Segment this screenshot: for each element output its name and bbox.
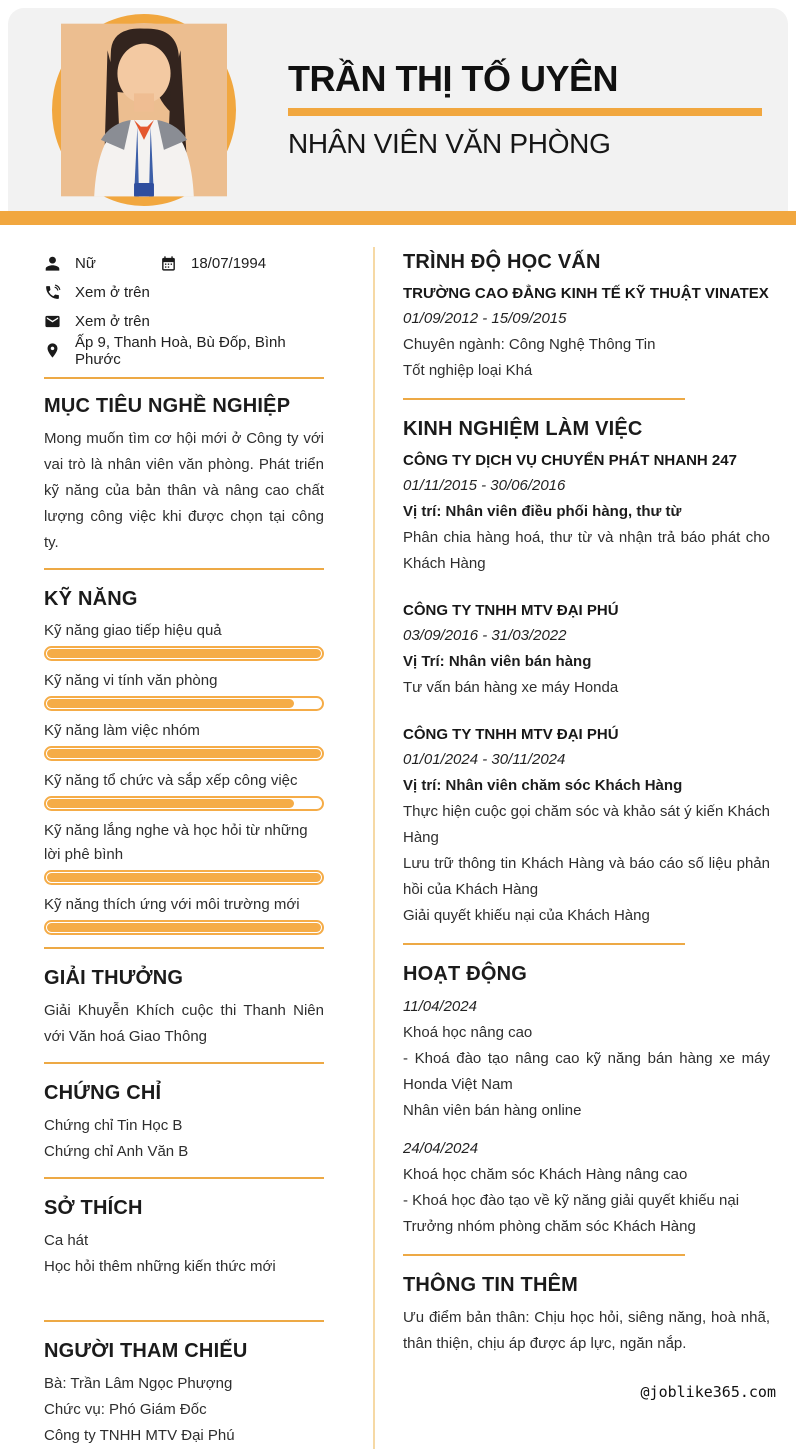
phone-field bbox=[44, 284, 150, 301]
skill-label: Kỹ năng vi tính văn phòng bbox=[44, 672, 218, 689]
avatar bbox=[61, 23, 227, 197]
job-position: Vị trí: Nhân viên điều phối hàng, thư từ bbox=[403, 503, 682, 520]
hobby-item: Học hỏi thêm những kiến thức mới bbox=[44, 1258, 276, 1275]
hobby-item: Ca hát bbox=[44, 1232, 89, 1249]
activities-list bbox=[403, 994, 770, 1240]
skill-bar-fill bbox=[47, 699, 294, 708]
person-name: TRẦN THỊ TỐ UYÊN bbox=[288, 57, 618, 99]
skill-bar-fill bbox=[47, 923, 321, 932]
experience-heading: KINH NGHIỆM LÀM VIỆC bbox=[403, 418, 643, 440]
contact-row bbox=[44, 333, 324, 368]
hobbies-heading: SỞ THÍCH bbox=[44, 1197, 143, 1219]
skill-bar-fill bbox=[47, 749, 321, 758]
section-divider bbox=[44, 947, 324, 949]
header-text bbox=[288, 59, 788, 161]
skill-label: Kỹ năng lắng nghe và học hỏi từ những lời phê bình bbox=[44, 822, 308, 863]
education-line: Tốt nghiệp loại Khá bbox=[403, 362, 533, 379]
activity-item bbox=[403, 994, 770, 1124]
header bbox=[8, 8, 788, 211]
email-icon bbox=[44, 313, 61, 330]
email-value: Xem ở trên bbox=[75, 313, 150, 330]
section-divider bbox=[44, 1062, 324, 1064]
skills-list bbox=[44, 619, 324, 935]
skill-label: Kỹ năng tổ chức và sắp xếp công việc bbox=[44, 772, 298, 789]
certificate-item: Chứng chỉ Tin Học B bbox=[44, 1117, 183, 1134]
references-heading: NGƯỜI THAM CHIẾU bbox=[44, 1340, 248, 1362]
activity-lines bbox=[403, 1020, 770, 1124]
job-company: CÔNG TY TNHH MTV ĐẠI PHÚ bbox=[403, 602, 619, 619]
job-position: Vị trí: Nhân viên chăm sóc Khách Hàng bbox=[403, 777, 683, 794]
job-details bbox=[403, 799, 770, 929]
email-field bbox=[44, 313, 150, 330]
phone-value: Xem ở trên bbox=[75, 284, 150, 301]
person-job-title: NHÂN VIÊN VĂN PHÒNG bbox=[288, 128, 611, 160]
skill-item bbox=[44, 719, 324, 761]
skill-label: Kỹ năng thích ứng với môi trường mới bbox=[44, 896, 300, 913]
skill-item bbox=[44, 669, 324, 711]
activity-item bbox=[403, 1136, 770, 1240]
address-field bbox=[44, 334, 324, 368]
activity-line: - Khoá đào tạo nâng cao kỹ năng bán hàng xe máy Honda Việt Nam bbox=[403, 1050, 770, 1093]
activities-heading: HOẠT ĐỘNG bbox=[403, 963, 528, 985]
section-divider bbox=[44, 377, 324, 379]
name-underline bbox=[288, 108, 762, 116]
skill-item bbox=[44, 769, 324, 811]
skill-bar-fill bbox=[47, 873, 321, 882]
awards-heading: GIẢI THƯỞNG bbox=[44, 967, 184, 989]
education-line: Chuyên ngành: Công Nghệ Thông Tin bbox=[403, 336, 656, 353]
activity-line: Nhân viên bán hàng online bbox=[403, 1102, 582, 1119]
education-school: TRƯỜNG CAO ĐẲNG KINH TẾ KỸ THUẬT VINATEX bbox=[403, 285, 769, 302]
section-divider bbox=[44, 568, 324, 570]
education-heading: TRÌNH ĐỘ HỌC VẤN bbox=[403, 251, 601, 273]
job-detail: Lưu trữ thông tin Khách Hàng và báo cáo số liệu phản hồi của Khách Hàng bbox=[403, 855, 770, 898]
award-text: Giải Khuyễn Khích cuộc thi Thanh Niên với Văn hoá Giao Thông bbox=[44, 1002, 324, 1045]
job-details bbox=[403, 525, 770, 577]
job-detail: Thực hiện cuộc gọi chăm sóc và khảo sát ý kiến Khách Hàng bbox=[403, 803, 770, 846]
job-detail: Phân chia hàng hoá, thư từ và nhận trả báo phát cho Khách Hàng bbox=[403, 529, 770, 572]
job-details bbox=[403, 675, 770, 701]
job-company: CÔNG TY TNHH MTV ĐẠI PHÚ bbox=[403, 726, 619, 743]
skill-bar-track bbox=[44, 870, 324, 885]
job-item bbox=[403, 723, 770, 929]
person-icon bbox=[44, 255, 61, 272]
address-value: Ấp 9, Thanh Hoà, Bù Đốp, Bình Phước bbox=[75, 333, 286, 368]
skills-heading: KỸ NĂNG bbox=[44, 588, 138, 610]
contact-row bbox=[44, 249, 324, 278]
references-list bbox=[44, 1371, 324, 1449]
objective-heading: MỤC TIÊU NGHỀ NGHIỆP bbox=[44, 395, 291, 417]
spacer bbox=[44, 1280, 324, 1308]
job-item bbox=[403, 449, 770, 577]
content bbox=[0, 225, 796, 1449]
column-divider bbox=[373, 247, 375, 1449]
certificates-heading: CHỨNG CHỈ bbox=[44, 1082, 162, 1104]
activity-line: - Khoá học đào tạo về kỹ năng giải quyết khiếu nại bbox=[403, 1192, 740, 1209]
activity-period: 24/04/2024 bbox=[403, 1140, 479, 1157]
skill-bar-track bbox=[44, 696, 324, 711]
contact-row bbox=[44, 278, 324, 307]
section-divider bbox=[403, 1254, 685, 1256]
activity-line: Khoá học nâng cao bbox=[403, 1024, 533, 1041]
activity-line: Trưởng nhóm phòng chăm sóc Khách Hàng bbox=[403, 1218, 696, 1235]
certificate-item: Chứng chỉ Anh Văn B bbox=[44, 1143, 189, 1160]
section-divider bbox=[44, 1320, 324, 1322]
cv-page bbox=[0, 8, 796, 1444]
gender-value: Nữ bbox=[75, 255, 96, 272]
job-period: 01/11/2015 - 30/06/2016 bbox=[403, 477, 566, 494]
jobs-list bbox=[403, 449, 770, 929]
section-divider bbox=[44, 1177, 324, 1179]
job-detail: Tư vấn bán hàng xe máy Honda bbox=[403, 679, 619, 696]
hobbies-list bbox=[44, 1228, 324, 1280]
skill-bar-track bbox=[44, 796, 324, 811]
skill-bar-track bbox=[44, 920, 324, 935]
birthday-field bbox=[160, 255, 266, 272]
calendar-icon bbox=[160, 255, 177, 272]
job-company: CÔNG TY DỊCH VỤ CHUYỂN PHÁT NHANH 247 bbox=[403, 452, 737, 469]
activity-period: 11/04/2024 bbox=[403, 998, 477, 1015]
watermark: @joblike365.com bbox=[640, 1383, 776, 1401]
skill-item bbox=[44, 893, 324, 935]
reference-line: Công ty TNHH MTV Đại Phú bbox=[44, 1427, 235, 1444]
gender-field bbox=[44, 255, 160, 272]
education-period: 01/09/2012 - 15/09/2015 bbox=[403, 310, 567, 327]
profile-photo bbox=[52, 14, 236, 206]
section-divider bbox=[403, 398, 685, 400]
skill-label: Kỹ năng giao tiếp hiệu quả bbox=[44, 622, 222, 639]
contact-block bbox=[44, 249, 324, 368]
more-info-text: Ưu điểm bản thân: Chịu học hỏi, siêng năng, hoà nhã, thân thiện, chịu áp được áp lực, ngăn nắp. bbox=[403, 1309, 770, 1352]
skill-bar-track bbox=[44, 746, 324, 761]
section-divider bbox=[403, 943, 685, 945]
header-accent-bar bbox=[0, 211, 796, 225]
phone-icon bbox=[44, 284, 61, 301]
skill-bar-track bbox=[44, 646, 324, 661]
reference-line: Chức vụ: Phó Giám Đốc bbox=[44, 1401, 207, 1418]
birthday-value: 18/07/1994 bbox=[191, 255, 267, 272]
objective-text: Mong muốn tìm cơ hội mới ở Công ty với vai trò là nhân viên văn phòng. Phát triển kỹ năng của bản thân và nâng cao chất lượng công việc khi được chọn tại công ty. bbox=[44, 430, 324, 551]
activity-line: Khoá học chăm sóc Khách Hàng nâng cao bbox=[403, 1166, 688, 1183]
right-column bbox=[403, 247, 770, 1449]
left-column bbox=[44, 247, 324, 1449]
skill-bar-fill bbox=[47, 649, 321, 658]
education-lines bbox=[403, 332, 770, 384]
reference-line: Bà: Trần Lâm Ngọc Phượng bbox=[44, 1375, 233, 1392]
skill-label: Kỹ năng làm việc nhóm bbox=[44, 722, 200, 739]
job-detail: Giải quyết khiếu nại của Khách Hàng bbox=[403, 907, 650, 924]
activity-lines bbox=[403, 1162, 770, 1240]
job-period: 01/01/2024 - 30/11/2024 bbox=[403, 751, 566, 768]
certificates-list bbox=[44, 1113, 324, 1165]
job-item bbox=[403, 599, 770, 701]
job-position: Vị Trí: Nhân viên bán hàng bbox=[403, 653, 592, 670]
contact-row bbox=[44, 307, 324, 336]
skill-item bbox=[44, 619, 324, 661]
more-info-heading: THÔNG TIN THÊM bbox=[403, 1274, 579, 1296]
skill-item bbox=[44, 819, 324, 885]
location-icon bbox=[44, 342, 61, 359]
skill-bar-fill bbox=[47, 799, 294, 808]
job-period: 03/09/2016 - 31/03/2022 bbox=[403, 627, 567, 644]
